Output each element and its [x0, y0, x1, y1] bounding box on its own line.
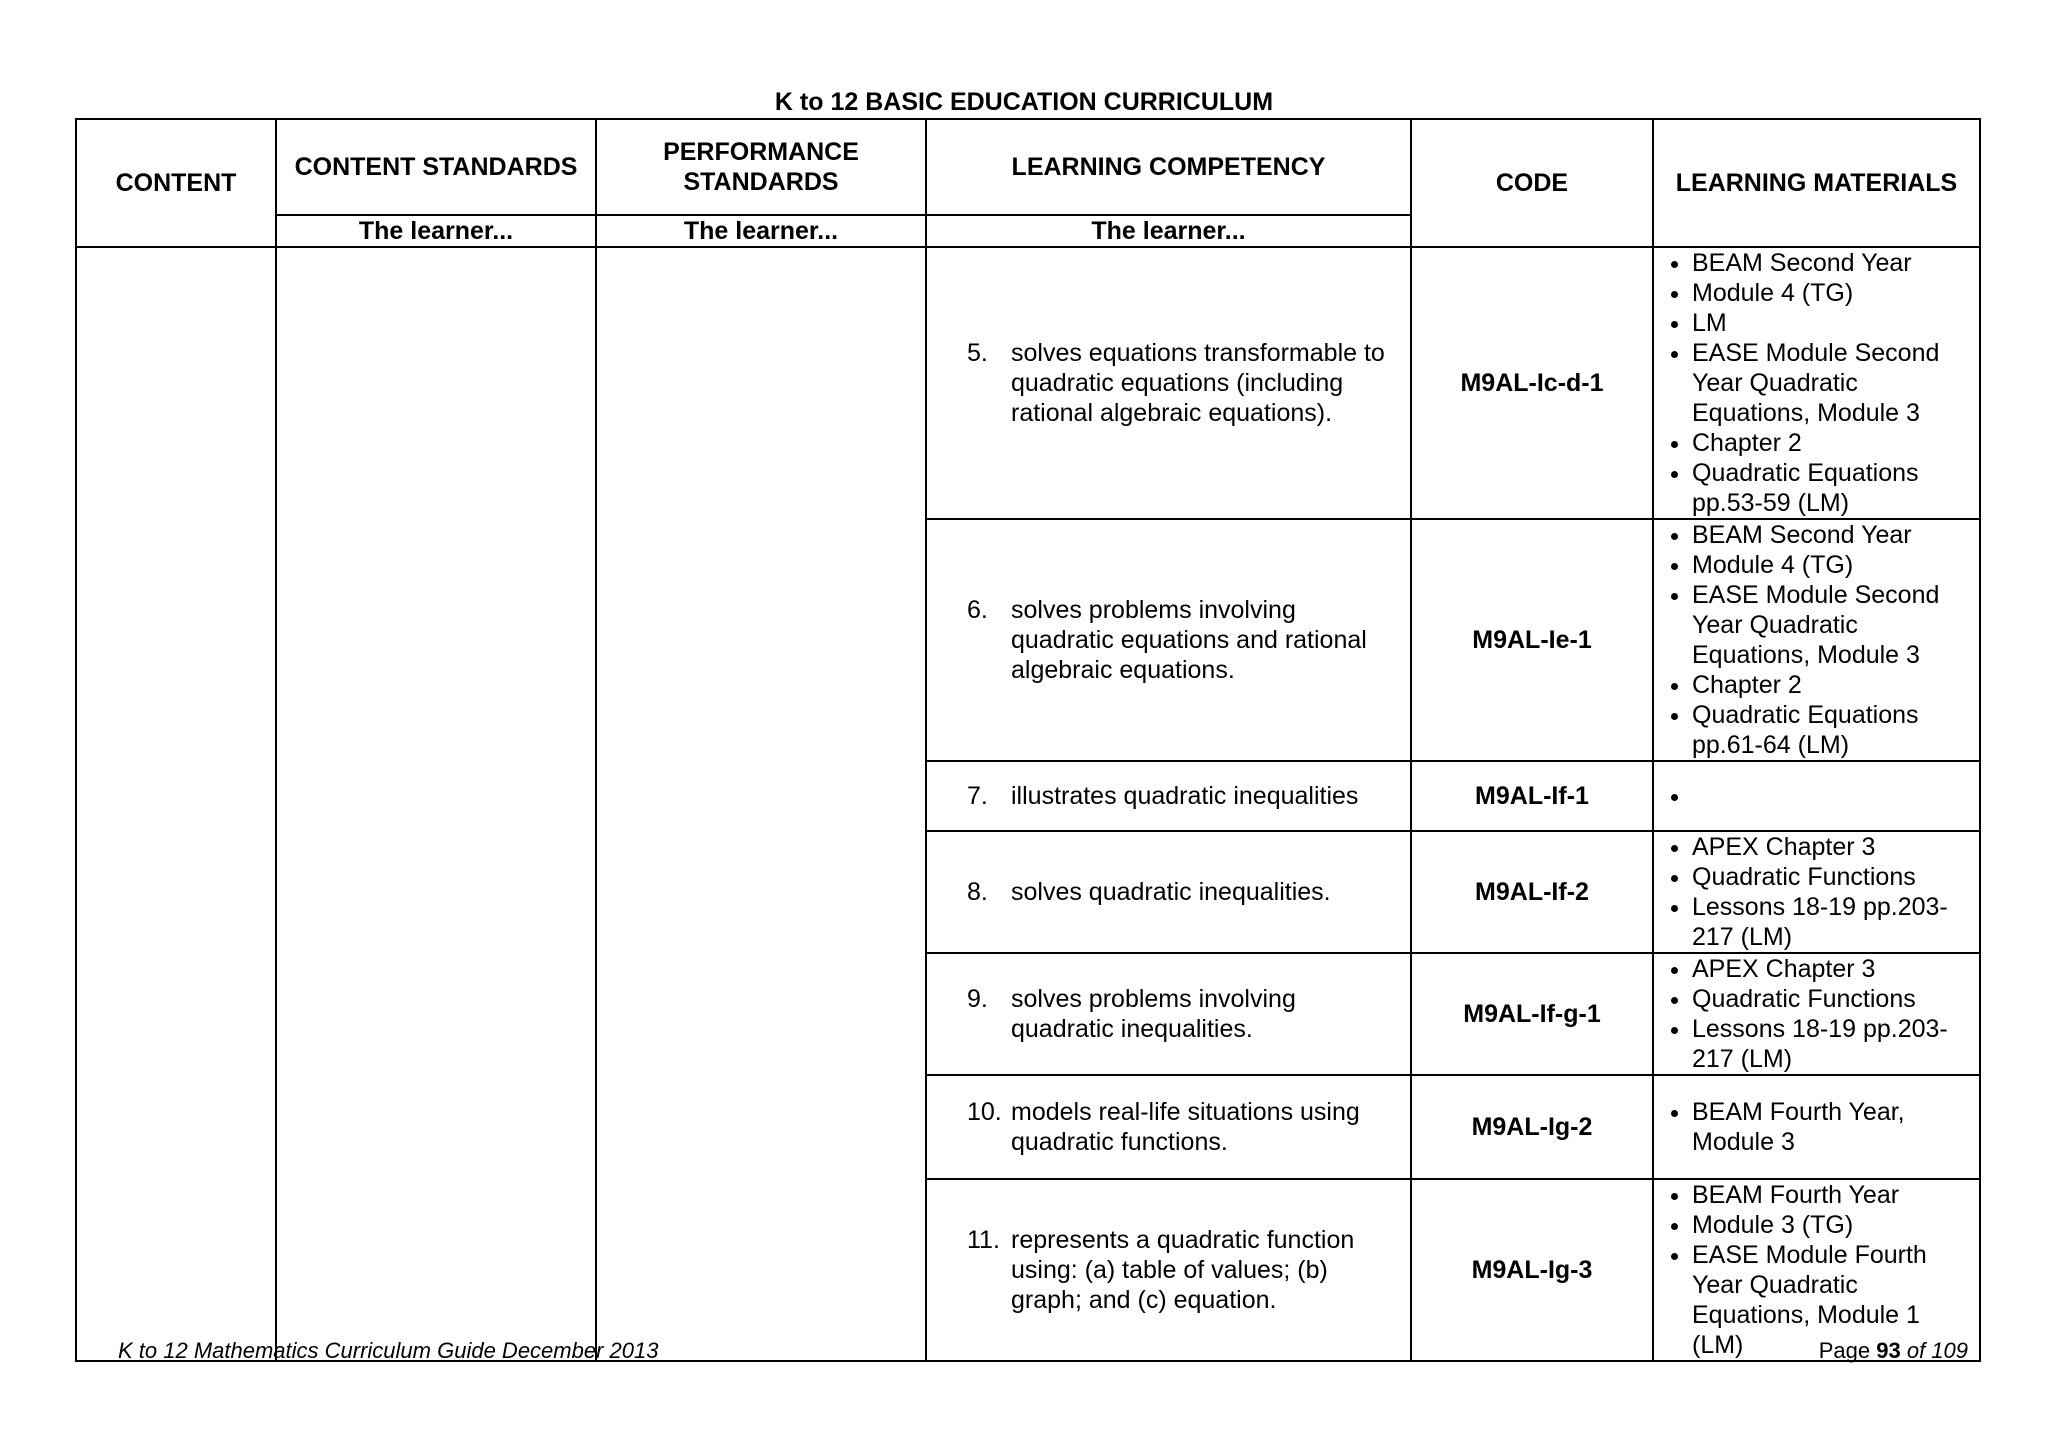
- competency-cell: [926, 761, 1411, 831]
- material-item: • APEX Chapter 3: [1692, 832, 1971, 862]
- table-body: [76, 247, 1980, 1361]
- materials-list: [1662, 1180, 1971, 1360]
- code-cell: M9AL-If-1: [1411, 761, 1653, 831]
- material-item: • Chapter 2: [1692, 670, 1971, 700]
- footer-page-prefix: Page: [1818, 1338, 1871, 1363]
- materials-cell: [1653, 1075, 1980, 1179]
- competency-number: 6.: [967, 596, 988, 624]
- header-learning-materials: LEARNING MATERIALS: [1653, 119, 1980, 247]
- footer-page-suffix: of 109: [1906, 1338, 1968, 1363]
- code-cell: M9AL-If-2: [1411, 831, 1653, 953]
- footer-page-number: 93: [1876, 1338, 1901, 1363]
- materials-list: [1662, 1097, 1971, 1157]
- code-cell: M9AL-If-g-1: [1411, 953, 1653, 1075]
- materials-list: [1662, 520, 1971, 760]
- material-item: • Lessons 18-19 pp.203-217 (LM): [1692, 892, 1971, 952]
- code-cell: M9AL-Ig-3: [1411, 1179, 1653, 1361]
- competency-cell: [926, 1075, 1411, 1179]
- document-title: K to 12 BASIC EDUCATION CURRICULUM: [774, 88, 1274, 116]
- competency-number: 8.: [967, 878, 988, 906]
- material-item: • Module 3 (TG): [1692, 1210, 1971, 1240]
- material-item: • Quadratic Functions: [1692, 862, 1971, 892]
- material-item: • Module 4 (TG): [1692, 550, 1971, 580]
- competency-item: [967, 1097, 1396, 1157]
- code-cell: M9AL-Ie-1: [1411, 519, 1653, 761]
- curriculum-table: [75, 118, 1981, 1362]
- materials-list: [1662, 832, 1971, 952]
- competency-item: [967, 877, 1396, 907]
- material-item: • BEAM Fourth Year, Module 3: [1692, 1097, 1971, 1157]
- header-content: CONTENT: [76, 119, 276, 247]
- footer-page-info: [1819, 1338, 1968, 1364]
- materials-cell: [1653, 953, 1980, 1075]
- competency-item: [967, 781, 1396, 811]
- material-item: • Module 4 (TG): [1692, 278, 1971, 308]
- competency-text: solves problems involving quadratic equations and rational algebraic equations.: [1011, 596, 1367, 684]
- material-item: • BEAM Fourth Year: [1692, 1180, 1971, 1210]
- competency-number: 10.: [967, 1098, 1002, 1126]
- subheader-learning-competency: The learner...: [926, 215, 1411, 247]
- content-cell: [76, 247, 276, 1361]
- material-item: [1692, 781, 1971, 811]
- header-performance-standards: PERFORMANCE STANDARDS: [596, 119, 926, 215]
- code-cell: M9AL-Ig-2: [1411, 1075, 1653, 1179]
- competency-item: [967, 1225, 1396, 1315]
- header-content-standards: CONTENT STANDARDS: [276, 119, 596, 215]
- competency-cell: [926, 831, 1411, 953]
- footer-guide-title: K to 12 Mathematics Curriculum Guide December 2013: [118, 1338, 659, 1363]
- competency-text: illustrates quadratic inequalities: [1011, 782, 1359, 810]
- material-item: • BEAM Second Year: [1692, 248, 1971, 278]
- material-item: • Quadratic Equations pp.61-64 (LM): [1692, 700, 1971, 760]
- materials-cell: [1653, 519, 1980, 761]
- competency-text: solves equations transformable to quadratic equations (including rational algebraic equations).: [1011, 339, 1385, 427]
- competency-number: 11.: [967, 1226, 1000, 1254]
- performance-standards-cell: [596, 247, 926, 1361]
- materials-cell: [1653, 831, 1980, 953]
- content-standards-cell: [276, 247, 596, 1361]
- subheader-content-standards: The learner...: [276, 215, 596, 247]
- competency-text: solves quadratic inequalities.: [1011, 878, 1331, 906]
- materials-cell: [1653, 1179, 1980, 1361]
- header-code: CODE: [1411, 119, 1653, 247]
- material-item: • APEX Chapter 3: [1692, 954, 1971, 984]
- table-row: [76, 247, 1980, 519]
- competency-cell: [926, 1179, 1411, 1361]
- competency-text: represents a quadratic function using: (a) table of values; (b) graph; and (c) equation.: [1011, 1226, 1355, 1314]
- materials-cell: [1653, 761, 1980, 831]
- competency-number: 5.: [967, 339, 988, 367]
- competency-number: 9.: [967, 985, 988, 1013]
- material-item: • Quadratic Functions: [1692, 984, 1971, 1014]
- competency-text: solves problems involving quadratic inequalities.: [1011, 985, 1296, 1043]
- material-item: • BEAM Second Year: [1692, 520, 1971, 550]
- competency-number: 7.: [967, 782, 988, 810]
- competency-item: [967, 595, 1396, 685]
- material-item: • LM: [1692, 308, 1971, 338]
- materials-list: [1662, 954, 1971, 1074]
- materials-list: [1662, 781, 1971, 811]
- material-item: • Chapter 2: [1692, 428, 1971, 458]
- materials-list: [1662, 248, 1971, 518]
- competency-item: [967, 984, 1396, 1044]
- header-learning-competency: LEARNING COMPETENCY: [926, 119, 1411, 215]
- material-item: • Quadratic Equations pp.53-59 (LM): [1692, 458, 1971, 518]
- material-item: • EASE Module Fourth Year Quadratic Equations, Module 1 (LM): [1692, 1240, 1971, 1360]
- competency-item: [967, 338, 1396, 428]
- competency-cell: [926, 247, 1411, 519]
- competency-text: models real-life situations using quadratic functions.: [1011, 1098, 1360, 1156]
- material-item: • Lessons 18-19 pp.203-217 (LM): [1692, 1014, 1971, 1074]
- material-item: • EASE Module Second Year Quadratic Equations, Module 3: [1692, 580, 1971, 670]
- material-item: • EASE Module Second Year Quadratic Equations, Module 3: [1692, 338, 1971, 428]
- materials-cell: [1653, 247, 1980, 519]
- competency-cell: [926, 519, 1411, 761]
- code-cell: M9AL-Ic-d-1: [1411, 247, 1653, 519]
- competency-cell: [926, 953, 1411, 1075]
- subheader-performance-standards: The learner...: [596, 215, 926, 247]
